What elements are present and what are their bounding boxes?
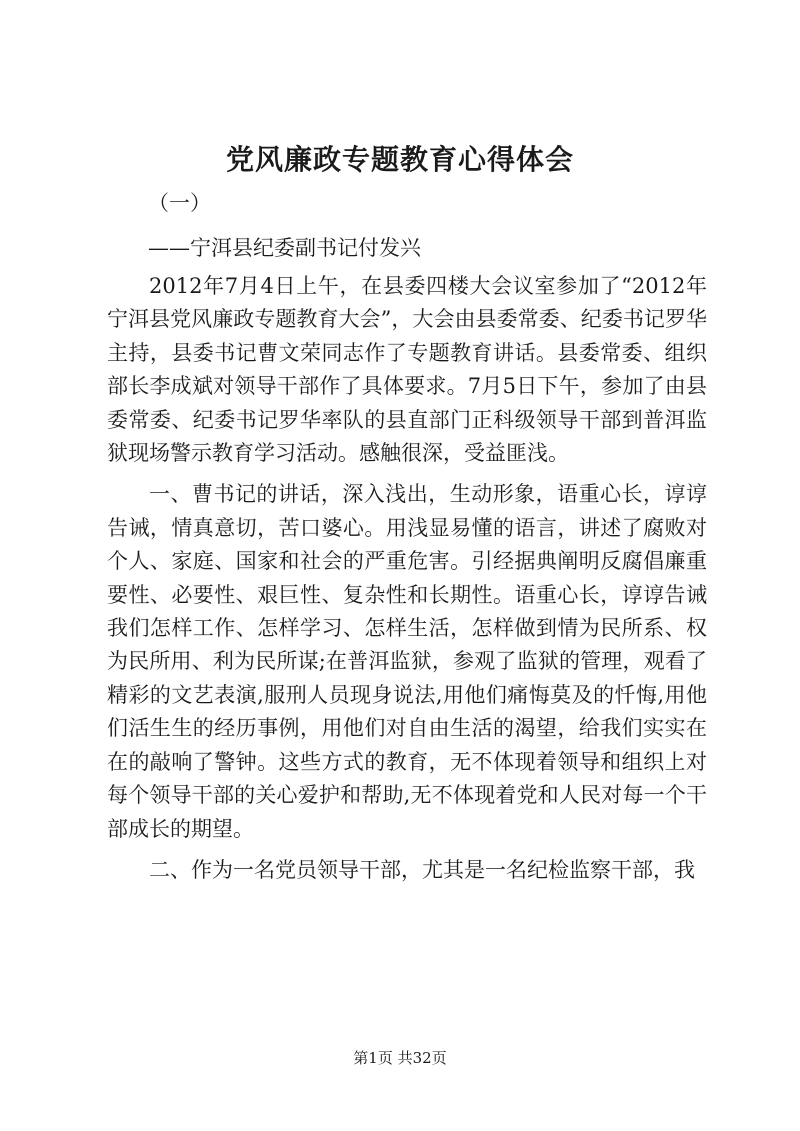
author-line: ——宁洱县纪委副书记付发兴 <box>148 236 421 260</box>
paragraph: 2012年7月4日上午，在县委四楼大会议室参加了“2012年宁洱县党风廉政专题教育大会”，大会由县委常委、纪委书记罗华主持，县委书记曹文荣同志作了专题教育讲话。县委常委、组织部长李成斌对领导干部作了具体要求。7月5日下午，参加了由县委常委、纪委书记罗华率队的县直部门正科级领导干部到普洱监狱现场警示教育学习活动。感触很深，受益匪浅。 <box>107 274 707 466</box>
section-marker: （一） <box>148 191 211 215</box>
document-title: 党风廉政专题教育心得体会 <box>225 143 574 176</box>
page-number-footer: 第1页 共32页 <box>353 1049 447 1067</box>
paragraph: 一、曹书记的讲话，深入浅出，生动形象，语重心长，谆谆告诫，情真意切，苦口婆心。用浅显易懂的语言，讲述了腐败对个人、家庭、国家和社会的严重危害。引经据典阐明反腐倡廉重要性、必要性、艰巨性、复杂性和长期性。语重心长，谆谆告诫我们怎样工作、怎样学习、怎样生活，怎样做到情为民所系、权为民所用、利为民所谋;在普洱监狱，参观了监狱的管理，观看了精彩的文艺表演,服刑人员现身说法,用他们痛悔莫及的忏悔,用他们活生生的经历事例，用他们对自由生活的渴望，给我们实实在在的敲响了警钟。这些方式的教育，无不体现着领导和组织上对每个领导干部的关心爱护和帮助,无不体现着党和人民对每一个干部成长的期望。 <box>107 482 707 841</box>
paragraph: 二、作为一名党员领导干部，尤其是一名纪检监察干部，我 <box>149 857 695 882</box>
document-body <box>107 270 707 895</box>
